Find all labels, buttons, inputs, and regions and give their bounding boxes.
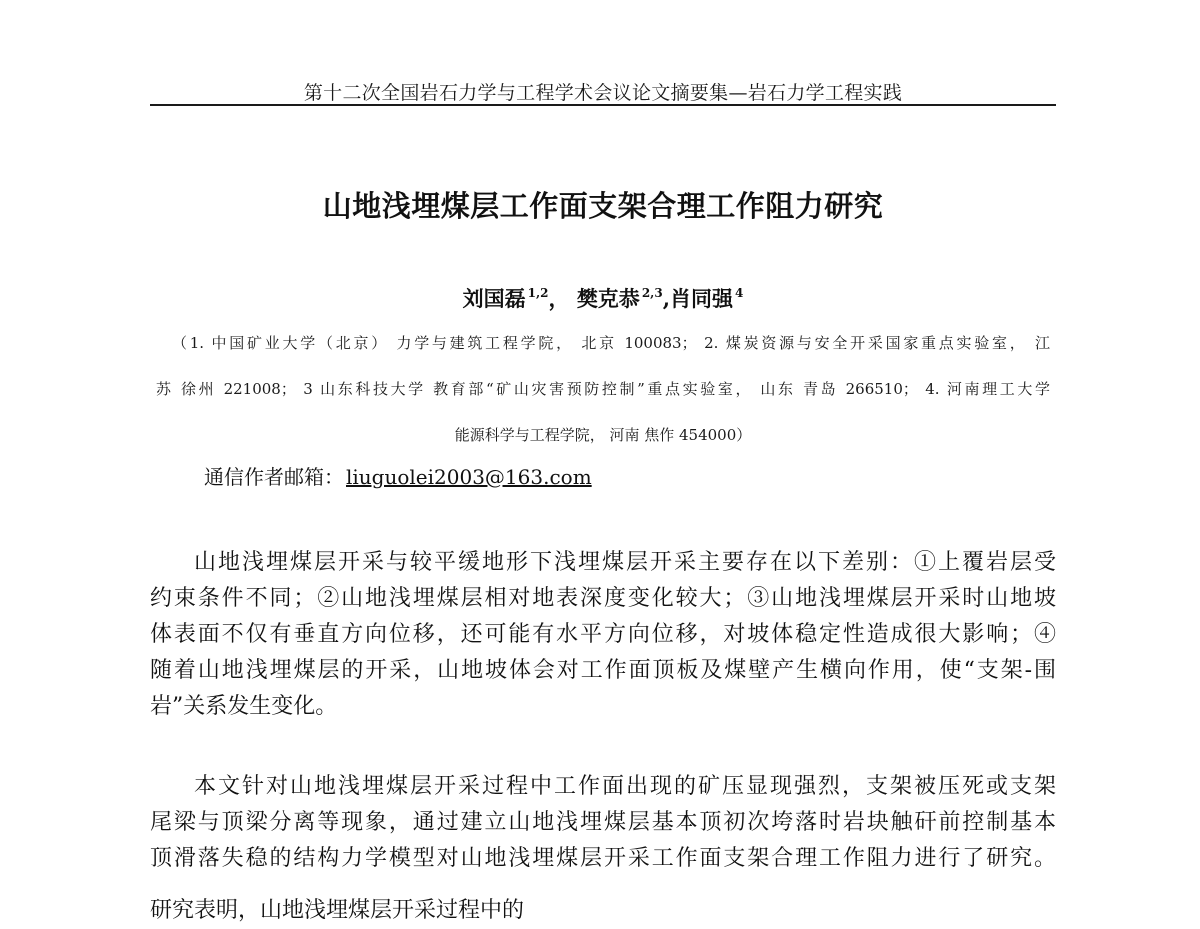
author-name: 肖同强 — [670, 286, 734, 311]
affiliation-line: 苏 徐州 221008； 3 山东科技大学 教育部“矿山灾害预防控制”重点实验室， 山东 青岛 266510； 4. 河南理工大学 — [156, 380, 1050, 398]
paragraph-line: 顶滑落失稳的结构力学模型对山地浅埋煤层开采工作面支架合理工作阻力进行了研究。 — [150, 846, 1056, 871]
author-separator: , — [662, 286, 671, 311]
paragraph-line: 山地浅埋煤层开采与较平缓地形下浅埋煤层开采主要存在以下差别：①上覆岩层受 — [194, 550, 1056, 575]
author-name: 刘国磊 — [462, 286, 526, 311]
paragraph-line-cut: 研究表明，山地浅埋煤层开采过程中的 — [150, 898, 525, 923]
author-line — [150, 283, 1056, 313]
contact-label: 通信作者邮箱： — [204, 465, 344, 489]
paper-title: 山地浅埋煤层工作面支架合理工作阻力研究 — [322, 189, 884, 223]
paragraph-line: 本文针对山地浅埋煤层开采过程中工作面出现的矿压显现强烈，支架被压死或支架 — [194, 774, 1056, 799]
running-header: 第十二次全国岩石力学与工程学术会议论文摘要集—岩石力学工程实践 — [303, 82, 903, 104]
paragraph-line: 体表面不仅有垂直方向位移，还可能有水平方向位移，对坡体稳定性造成很大影响；④ — [150, 622, 1056, 647]
affiliation-line: （1. 中国矿业大学（北京） 力学与建筑工程学院， 北京 100083； 2. 煤炭资源与安全开采国家重点实验室， 江 — [172, 334, 1050, 352]
author-separator: ， — [548, 286, 570, 311]
paragraph-line: 岩”关系发生变化。 — [150, 694, 338, 719]
author-name: 樊克恭 — [576, 286, 640, 311]
body-paragraph — [150, 769, 1056, 877]
author-affil-mark: 4 — [735, 286, 744, 300]
paragraph-line: 约束条件不同；②山地浅埋煤层相对地表深度变化较大；③山地浅埋煤层开采时山地坡 — [150, 586, 1056, 611]
body-paragraph — [150, 545, 1056, 725]
email-link[interactable]: liuguolei2003@163.com — [346, 465, 592, 489]
header-rule — [150, 104, 1056, 106]
corresponding-email — [204, 461, 592, 490]
affiliation-line: 能源科学与工程学院， 河南 焦作 454000） — [454, 426, 752, 444]
paragraph-line: 随着山地浅埋煤层的开采，山地坡体会对工作面顶板及煤壁产生横向作用，使“支架-围 — [150, 658, 1056, 683]
paragraph-line: 尾梁与顶梁分离等现象，通过建立山地浅埋煤层基本顶初次垮落时岩块触矸前控制基本 — [150, 810, 1056, 835]
author-affil-mark: 1,2 — [527, 286, 549, 300]
author-affil-mark: 2,3 — [641, 286, 663, 300]
